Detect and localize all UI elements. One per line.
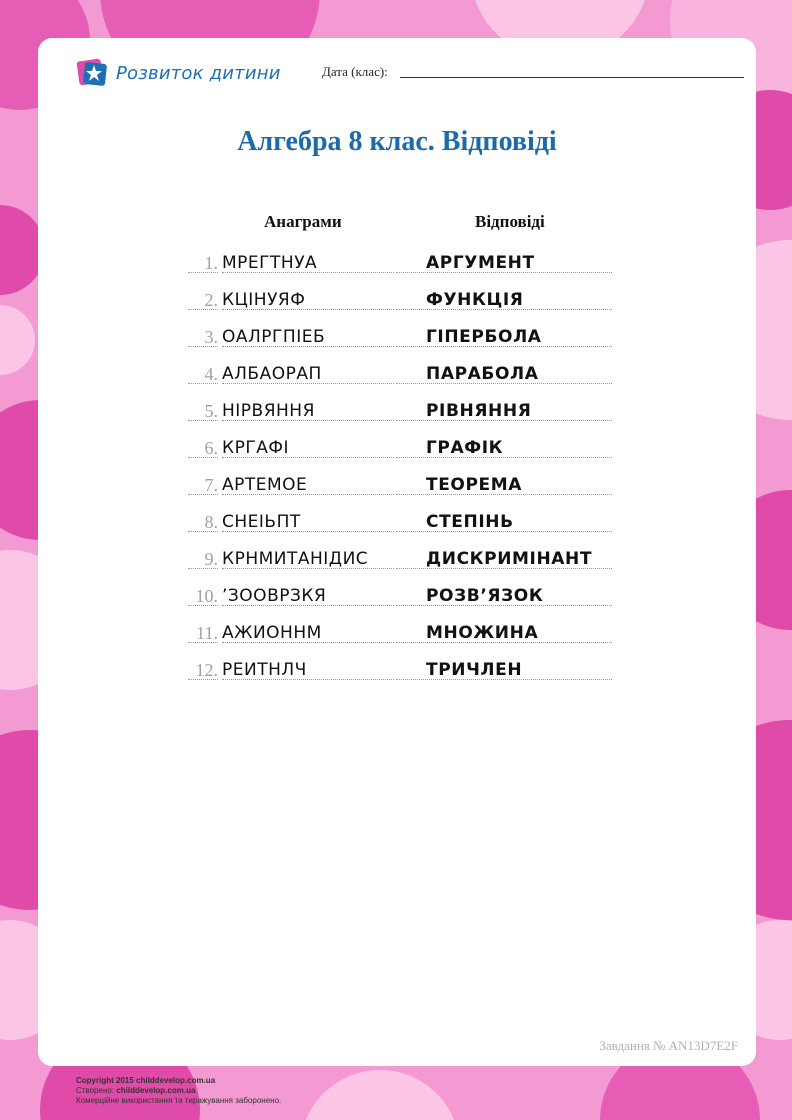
copyright-line: Copyright 2015 childdevelop.com.ua <box>76 1076 216 1085</box>
anagram-cell: АЖИОННМ <box>222 614 394 643</box>
answer-cell <box>396 244 612 273</box>
row-number: 2. <box>188 281 218 310</box>
anagram-cell: КРГАФІ <box>222 429 394 458</box>
anagram-cell: НІРВЯННЯ <box>222 392 394 421</box>
answer-text: ФУНКЦІЯ <box>426 290 524 310</box>
created-line <box>76 1086 281 1096</box>
row-number: 5. <box>188 392 218 421</box>
table-row <box>188 244 612 281</box>
table-row <box>188 577 612 614</box>
anagram-cell: ОАЛРГПІЕБ <box>222 318 394 347</box>
answer-text: ПАРАБОЛА <box>426 364 539 384</box>
row-number: 10. <box>188 577 218 606</box>
star-logo-icon <box>76 57 108 89</box>
answer-text: АРГУМЕНТ <box>426 253 535 273</box>
brand-logo[interactable] <box>76 56 281 90</box>
worksheet <box>38 38 756 1066</box>
answer-cell <box>396 466 612 495</box>
column-header-answers: Відповіді <box>475 212 545 231</box>
answer-cell <box>396 577 612 606</box>
anagram-cell: РЕИТНЛЧ <box>222 651 394 680</box>
anagram-cell: АЛБАОРАП <box>222 355 394 384</box>
column-header-anagrams: Анаграми <box>264 212 342 231</box>
answer-text: СТЕПІНЬ <box>426 512 514 532</box>
answer-text: ГРАФІК <box>426 438 504 458</box>
anagram-cell: СНЕІЬПТ <box>222 503 394 532</box>
answer-text: ТЕОРЕМА <box>426 475 523 495</box>
anagram-cell: ’ЗООВРЗКЯ <box>222 577 394 606</box>
row-number: 4. <box>188 355 218 384</box>
anagram-cell: АРТЕМОЕ <box>222 466 394 495</box>
table-row <box>188 392 612 429</box>
answer-cell <box>396 540 612 569</box>
answer-cell <box>396 503 612 532</box>
answer-text: ГІПЕРБОЛА <box>426 327 542 347</box>
answer-cell <box>396 355 612 384</box>
table-row <box>188 540 612 577</box>
brand-name: Розвиток дитини <box>116 62 281 84</box>
answer-text: ТРИЧЛЕН <box>426 660 523 680</box>
table-row <box>188 281 612 318</box>
answer-cell <box>396 429 612 458</box>
table-row <box>188 614 612 651</box>
answer-text: МНОЖИНА <box>426 623 539 643</box>
page-title: Алгебра 8 клас. Відповіді <box>237 126 557 157</box>
answer-cell <box>396 651 612 680</box>
answer-text: РОЗВ’ЯЗОК <box>426 586 544 606</box>
row-number: 7. <box>188 466 218 495</box>
row-number: 6. <box>188 429 218 458</box>
row-number: 9. <box>188 540 218 569</box>
answer-cell <box>396 281 612 310</box>
created-link[interactable]: childdevelop.com.ua <box>116 1086 196 1095</box>
answer-table <box>188 244 612 688</box>
table-row <box>188 503 612 540</box>
answer-text: ДИСКРИМІНАНТ <box>426 549 593 569</box>
anagram-cell: КРНМИТАНІДИС <box>222 540 394 569</box>
task-id: Завдання № AN13D7E2F <box>599 1038 738 1053</box>
table-row <box>188 318 612 355</box>
table-row <box>188 466 612 503</box>
table-row <box>188 355 612 392</box>
answer-cell <box>396 614 612 643</box>
row-number: 11. <box>188 614 218 643</box>
answer-cell <box>396 318 612 347</box>
table-row <box>188 651 612 688</box>
anagram-cell: КЦІНУЯФ <box>222 281 394 310</box>
copyright-block <box>76 1076 281 1106</box>
row-number: 8. <box>188 503 218 532</box>
answer-cell <box>396 392 612 421</box>
date-field[interactable] <box>400 77 744 78</box>
row-number: 3. <box>188 318 218 347</box>
table-row <box>188 429 612 466</box>
created-label: Створено: <box>76 1086 115 1095</box>
date-label: Дата (клас): <box>322 64 388 79</box>
anagram-cell: МРЕГТНУА <box>222 244 394 273</box>
row-number: 12. <box>188 651 218 680</box>
row-number: 1. <box>188 244 218 273</box>
answer-text: РІВНЯННЯ <box>426 401 532 421</box>
notice-line: Комерційне використання та тиражування заборонено. <box>76 1096 282 1105</box>
